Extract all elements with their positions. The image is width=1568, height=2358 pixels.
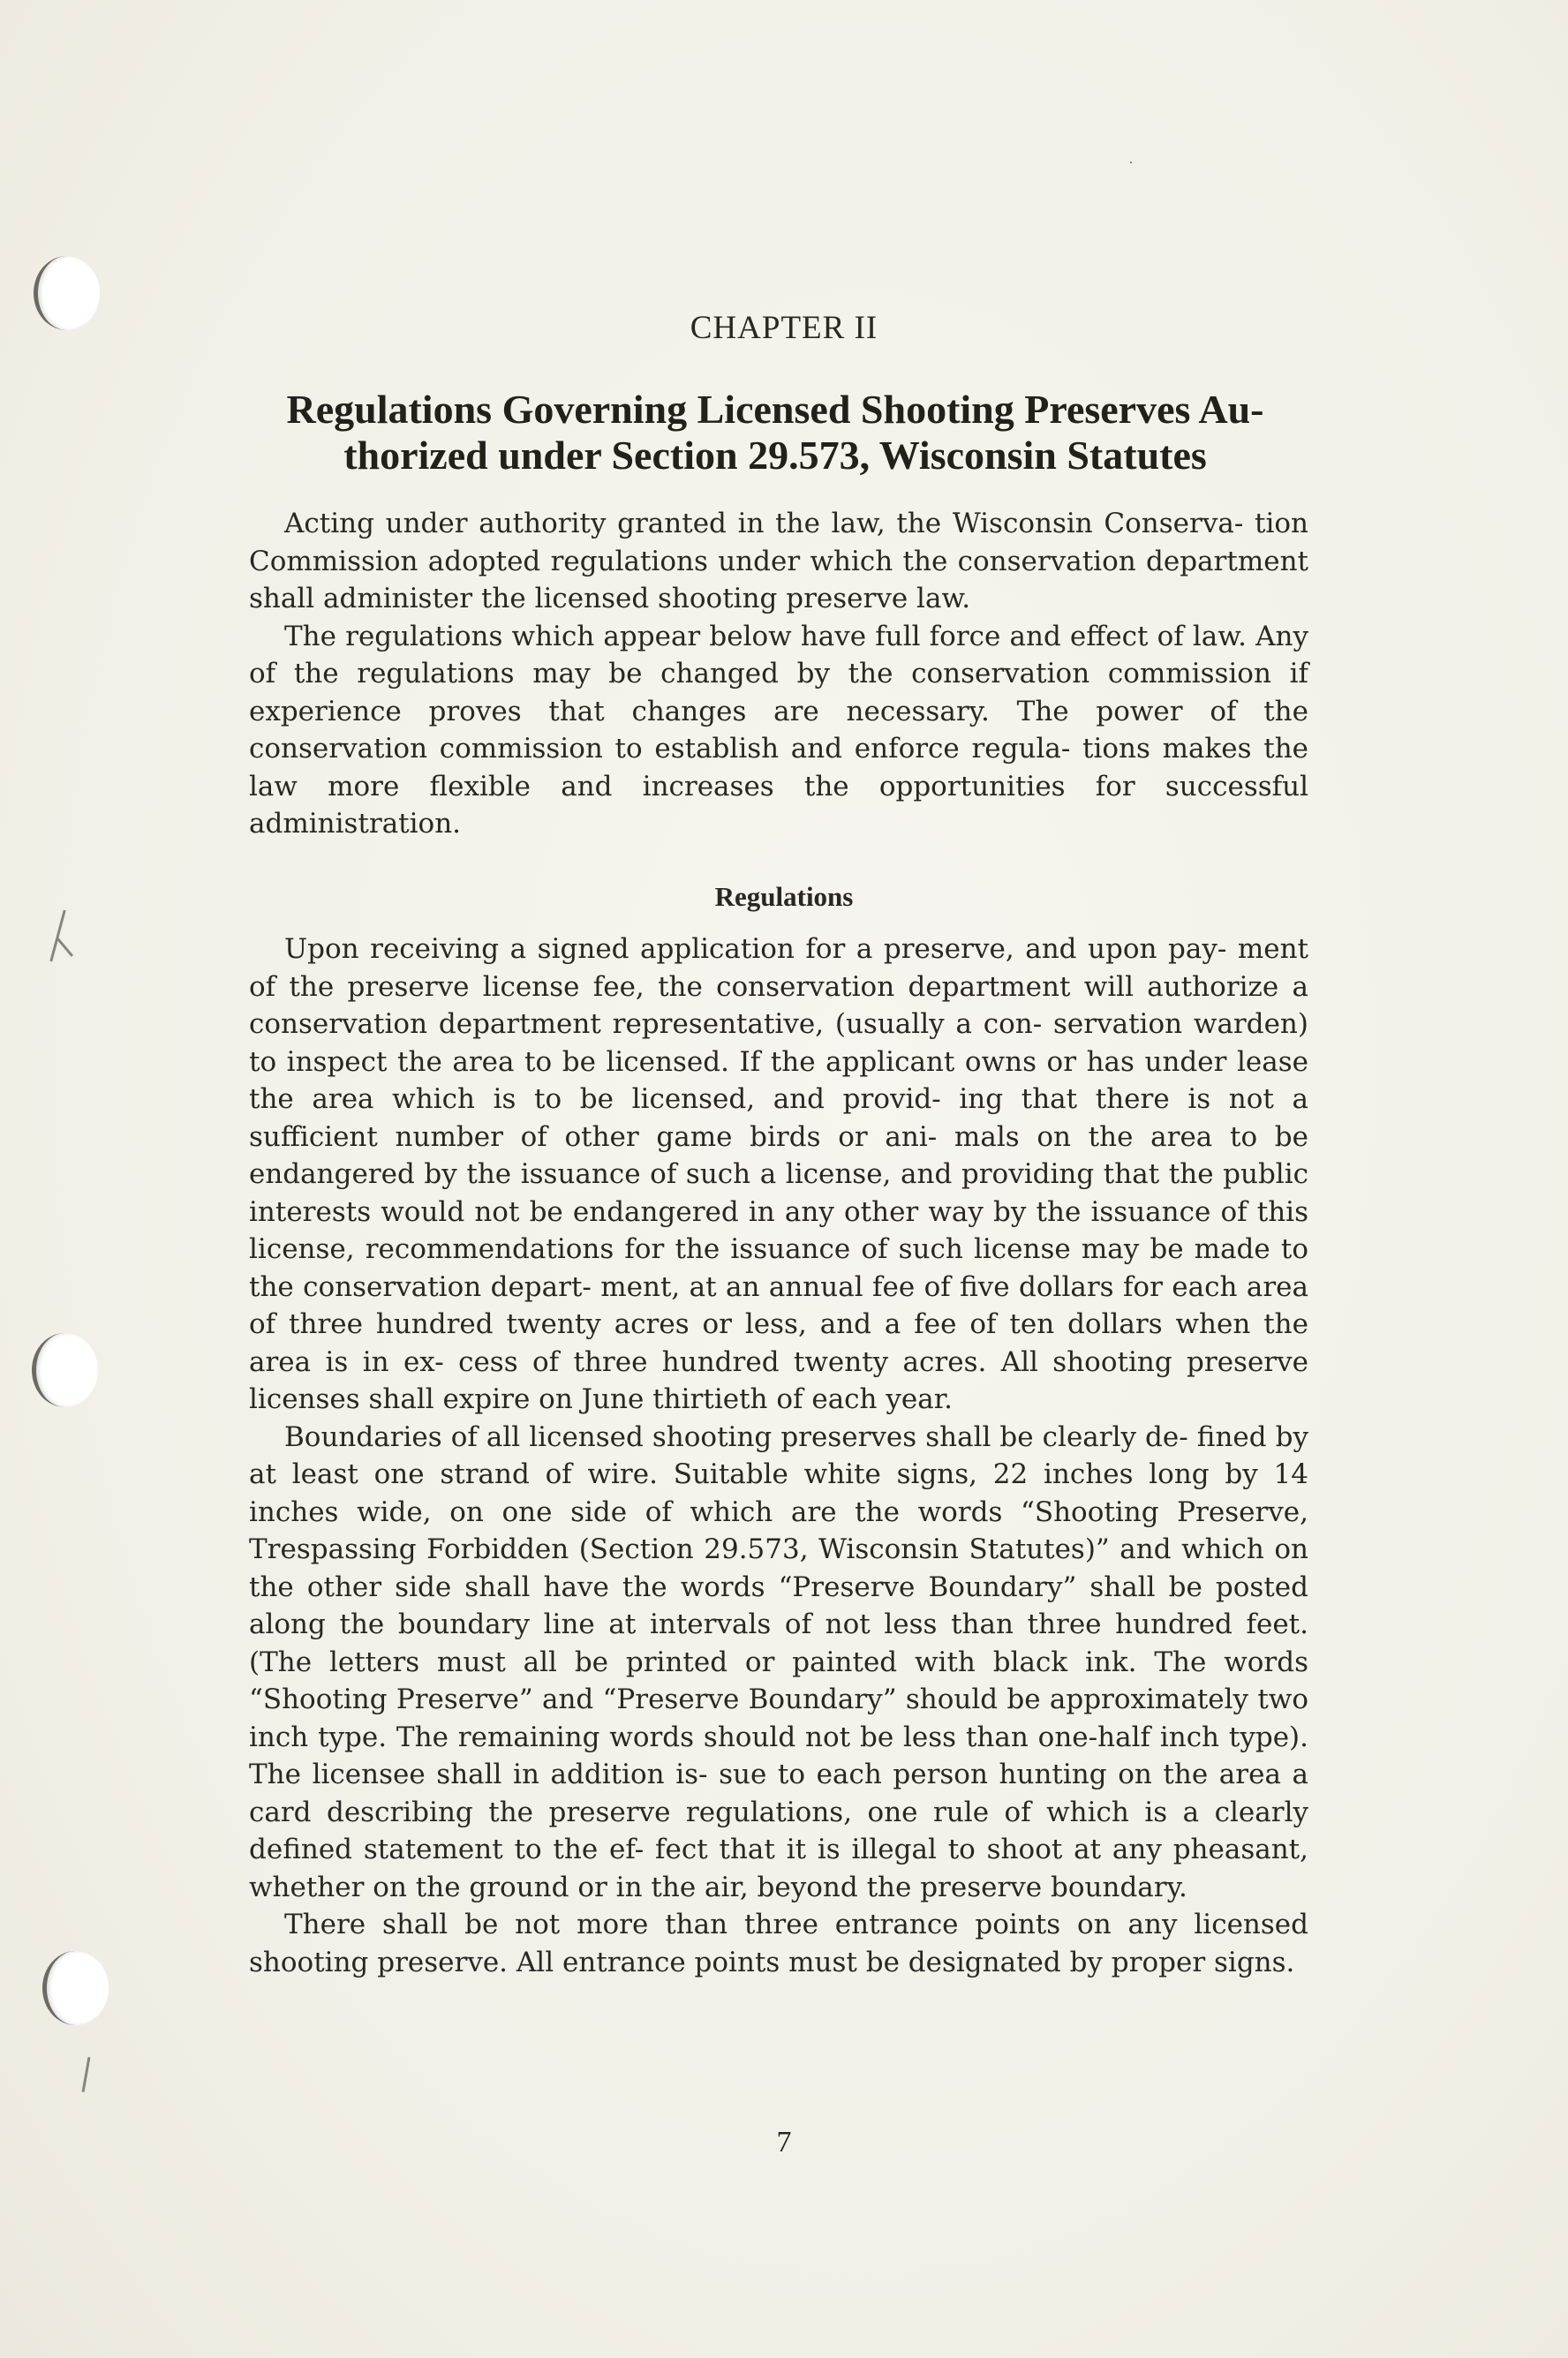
section-heading: Regulations (714, 881, 854, 912)
punch-hole (42, 1951, 109, 2025)
chapter-label: CHAPTER II (690, 310, 878, 346)
page-title: Regulations Governing Licensed Shooting Preserves Au- thorized under Section 29.573, Wisconsin Statutes (286, 387, 1264, 478)
paper-blemish (57, 938, 73, 957)
regulation-paragraph: There shall be not more than three entrance points on any licensed shooting preserve. All entrance points must be designated by proper signs. (249, 1909, 1308, 1978)
paper-blemish (1130, 162, 1132, 163)
regulation-paragraph: Upon receiving a signed application for a preserve, and upon pay- ment of the preserve license fee, the conservation department will authorize a conservation department representative, (usually a con- servation warden) to inspect the area to be licensed. If the applicant owns or has under lease the area which is to be licensed, and provid- ing that there is not a sufficient number of other game birds or ani- mals on the area to be endangered by the issuance of such a license, and providing that the public interests would not be endangered in any other way by the issuance of this license, recommendations for the issuance of such license may be made to the conservation depart- ment, at an annual fee of five dollars for each area of three hundred twenty acres or less, and a fee of ten dollars when the area is in ex- cess of three hundred twenty acres. All shooting preserve licenses shall expire on June thirtieth of each year. (249, 933, 1308, 1415)
intro-paragraph: The regulations which appear below have full force and effect of law. Any of the regulations may be changed by the conservation commission if experience proves that changes are necessary. The power of the conservation commission to establish and enforce regula- tions makes the law more flexible and increases the opportunities for successful administration. (249, 620, 1308, 840)
intro-paragraph: Acting under authority granted in the law, the Wisconsin Conserva- tion Commission adopted regulations under which the conservation department shall administer the licensed shooting preserve law. (249, 508, 1308, 614)
paper-blemish (49, 910, 65, 962)
page-number: 7 (776, 2126, 792, 2158)
regulation-paragraph: Boundaries of all licensed shooting preserves shall be clearly de- fined by at least one strand of wire. Suitable white signs, 22 inches long by 14 inches wide, on one side of which are the words “Shooting Preserve, Trespassing Forbidden (Section 29.573, Wisconsin Statutes)” and which on the other side shall have the words “Preserve Boundary” shall be posted along the boundary line at intervals of not less than three hundred feet. (The letters must all be printed or painted with black ink. The words “Shooting Preserve” and “Preserve Boundary” should be approximately two inch type. The remaining words should not be less than one-half inch type). The licensee shall in addition is- sue to each person hunting on the area a card describing the preserve regulations, one rule of which is a clearly defined statement to the ef- fect that it is illegal to shoot at any pheasant, whether on the ground or in the air, beyond the preserve boundary. (249, 1420, 1308, 1903)
regulations-section (249, 930, 1308, 1981)
intro-section (249, 505, 1308, 843)
punch-hole (32, 1333, 98, 1407)
paper-blemish (82, 2057, 91, 2092)
